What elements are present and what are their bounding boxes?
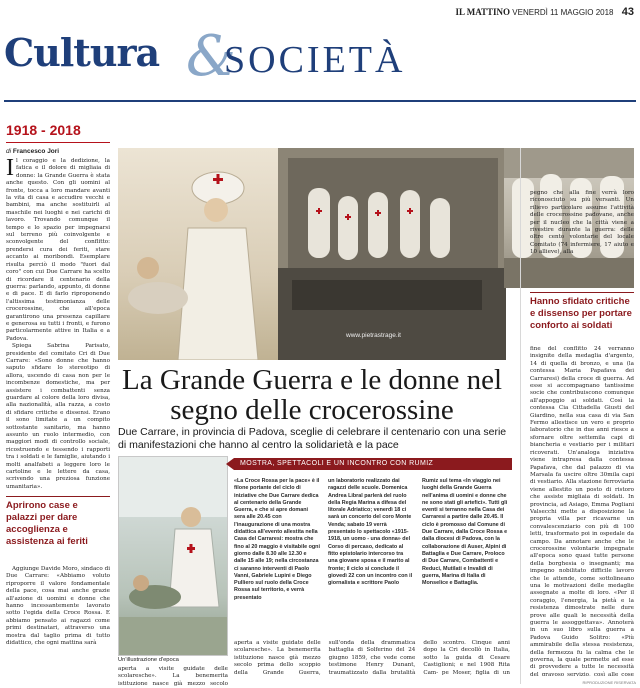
right-column-bottom: fine del conflitto 24 verranno insignite della medaglia d'argento, 14 di quella di bronzo, e una (la contessa Maria Papafava dei Carraresi) della croce di guerra. Ad esse si accompagnano tantissime socie che contribuiscono comunque all'appoggio ai soldati. Così la contessa Cia Cittadella Giusti del Giardino, nella sua casa di via San Fermo allestisce un vero e proprio laboratorio che in due anni riesce a sfornare oltre settemila capi di biancheria e vestiario per i militari ricoverati. Un'analoga iniziativa viene intrapresa dalla contessa Papafava, che dal palazzo di via Marsala fa uscire oltre 30mila capi di vestiario. Alla stazione ferroviaria viene allestito un posto di ristoro che assiste migliaia di soldati. In provincia, ad Asiago, Emma Pogliani Valsecchi mette a disposizione la propria villa per ricavarne un convalescenziario con più di 100 letti, trasformato poi in ospedale da campo. Da annotare anche che le crocerossine volontarie impegnate all'epoca sono quasi tutte persone della borghesia o insegnanti; ma impegno nobilitato difficile lavoro che le attende, come sottolineano una le motivazioni delle medaglie assegnate a molte di loro. «Per il coraggio, l'energia, la pietà e la resistenza dimostrate nelle dure prove alle quali le necessità della guerra le assoggettava». Annoterà in un suo libro sulla guerra a Padova Guido Solitro: «Più ammirabile della stessa resistenza, della fermezza fu la calma che le governa, la quale permette ad esse di provvedere a tutte le necessità del gravoso servizio, così alle cose <box>530 346 634 676</box>
kicker-years: 1918 - 2018 <box>6 122 81 138</box>
byline-author: Francesco Jori <box>12 148 60 155</box>
section-title-cultura: Cultura <box>4 30 160 75</box>
body-column-1 <box>6 155 110 491</box>
body-column-1b <box>6 566 110 647</box>
body-column-2b <box>234 640 510 684</box>
nurse-drawing <box>118 148 278 360</box>
box-column-2: un laboratorio realizzato dai ragazzi delle scuole. Domenica Andrea Libral parlerà del ruolo della Regia Marina a difesa del litorale Adriatico; venerdì 18 ci sarà un concerto del coro Monte Venda; sabato 19 verrà presentato lo spettacolo «1915-1918, un uomo - una donna» del Corso di percaso, dedicato al fitto epistolario intercorso tra una giovane sposa e il marito al fronte; il ciclo si conclude il giovedì 22 con un incontro con il giornalista e scrittore Paolo <box>328 478 413 587</box>
page-header-info <box>455 6 634 18</box>
body-text-3: Aggiunge Davide Moro, sindaco di Due Carrare: «Abbiamo voluto riproporre il valore fondamentale della pace, cosa mai anche grazie all'azione di uomini e donne che hanno incessantemente lavorato sotto l'egida della Croce Rossa. E abbiamo pensato ai ragazzi come primi destinatari, attraverso una mostra dal taglio prima di tutto didattico, che ogni mattina sarà <box>6 566 110 647</box>
newspaper-name: IL MATTINO <box>455 7 511 17</box>
poster-caption: Un'illustrazione d'epoca <box>118 657 179 663</box>
section-title-societa: SOCIETÀ <box>224 39 406 81</box>
photo-watermark: www.pietrastrage.it <box>346 332 401 339</box>
byline <box>6 148 59 155</box>
body-text-1: l coraggio e la dedizione, la fatica e il dolore di migliaia di donne: la Grande Guerra è stata anche questo. Con gli uomini al fronte, tocca a loro mandare avanti la vita di casa e accudire vecchi e bambini, ma anche sostituirli al maschile nei luoghi e nei carichi di lavoro. Trovando comunque il tempo e lo spazio per impegnarsi sul terreno più coinvolgente e sconvolgente del conflitto: prendersi cura dei feriti, stare accanto ai moribondi. Esemplare risulta perciò il modo "fuori dal coro" con cui Due Carrare ha scelto di ricordare il centenario della guerra: parlando, appunto, di donne e di pace. E di farlo riproponendo l'altissima testimonianza delle crocerossine, che all'epoca garantirono una presenza capillare e generosa su tutti i fronti, e furono particolarmente attive in Italia e a Padova. <box>6 158 110 342</box>
right-side-headline: Hanno sfidato critiche e dissenso per portare conforto ai soldati <box>530 296 632 331</box>
kicker-rule <box>6 142 110 143</box>
headline: La Grande Guerra e le donne nel segno delle crocerossine <box>121 364 503 426</box>
body-column-2a <box>118 666 228 688</box>
poster-drawing <box>119 457 227 655</box>
box-band-title: MOSTRA, SPETTACOLI E UN INCONTRO CON RUMIZ <box>234 458 512 470</box>
body-text-2: Spiega Sabrina Parisato, presidente del comitato Cri di Due Carrare: «Sono donne che hanno saputo sfidare lo stereotipo di allora, uscendo di casa non per le incombenze domestiche, ma per assistere i combattenti senza guardare al colore della loro divisa, alla nazionalità, alla razza, a costo di sfidare critiche e dissensi. Erano il sono limitate a un compito sottostante sanitario, ma hanno assunto un ruolo intermedio, con maggiori modi di controllo sociale, ricostruendo e tessendo i rapporti tra i soldati e le famiglie, aiutando i molti analfabeti a leggere loro le cartoline e le lettere da casa, scrivendo una preziosa funzione umanitaria». <box>6 343 110 490</box>
subheadline: Due Carrare, in provincia di Padova, sceglie di celebrare il centenario con una serie di manifestazioni che hanno al centro la solidarietà e la pace <box>118 426 507 451</box>
side-head-rule <box>6 496 110 497</box>
body-text-col2: aperta a visite guidate delle scolaresche». La benemerita istituzione nasce già mezzo secolo <box>118 666 228 687</box>
illustration-nurse <box>118 148 278 360</box>
box-column-3: Rumiz sul tema «In viaggio nei luoghi della Grande Guerra nell'anima di uomini e donne che ne sono stati gli artefici». Tutti gli eventi si terranno nella Casa dei Carraresi a partire dalle 20.45. Il ciclo è promosso dal Comune di Due Carrare, dalla Croce Rossa e dalla diocesi di Padova, con la collaborazione di Auser, Alpini di Battaglia e Due Carrare, Proloco di Due Carrare, Combattenti e Reduci, Mutilati e Invalidi di guerra, Marina di Italia di Monselice e Battaglia. <box>422 478 508 587</box>
dropcap: I <box>6 155 14 181</box>
byline-prefix: di <box>6 148 12 155</box>
body-text-col2-cont: aperta a visite guidate delle scolaresche». La benemerita istituzione nasce già mezzo secolo prima dello scoppio della Grande Guerra, sull'onda della drammatica battaglia di Solferino del 24 giugno 1859, che vede come testimone Henry Dunant, traumatizzato dalla brutalità dello scontro. Cinque anni dopo la Cri decollò in Italia, sotto la guida di Cesare Castiglioni; e nel 1908 Rita Cam- pe Moser, figlia di un <box>234 640 510 676</box>
column-separator <box>520 148 521 684</box>
period-poster <box>118 456 228 656</box>
box-column-1: «La Croce Rossa per la pace» è il filone portante del ciclo di iniziative che Due Carrare dedica al centenario della Grande Guerra, e che si apre domani sera alle 20.45 con l'inaugurazione di una mostra didattica all'evento allestita nella Casa del Carraresi: mostra che fino al 20 maggio è visitabile ogni giorno dalle 8.30 alle 12.30 e dalle 15 alle 19; nella circostanza ci saranno interventi di Paolo Vanni, Gabriele Lupini e Diego Pulliero sul ruolo della Croce Rossa sul territorio, e verrà presentato <box>234 478 320 601</box>
side-headline: Aprirono case e palazzi per dare accoglienza e assistenza ai feriti <box>6 500 88 547</box>
issue-date: VENERDÌ 11 MAGGIO 2018 <box>512 8 614 17</box>
right-head-rule <box>530 292 634 293</box>
right-column-top: pegno che alla fine verrà loro riconosciuto su più versanti. Un rilievo particolare assume l'attività delle crocerossine padovane, anche per il nucleo che la città viene a rivestire durante la guerra: delle oltre cento volontarie del locale Comitato (74 infermiere, 17 aiuto e 10 allieve), alla <box>530 190 634 256</box>
page-number: 43 <box>621 6 634 18</box>
header-rule <box>4 100 636 102</box>
photo-credit: RIPRODUZIONE RISERVATA <box>582 680 636 685</box>
section-ampersand: & <box>186 24 236 89</box>
band-arrow <box>226 458 234 470</box>
